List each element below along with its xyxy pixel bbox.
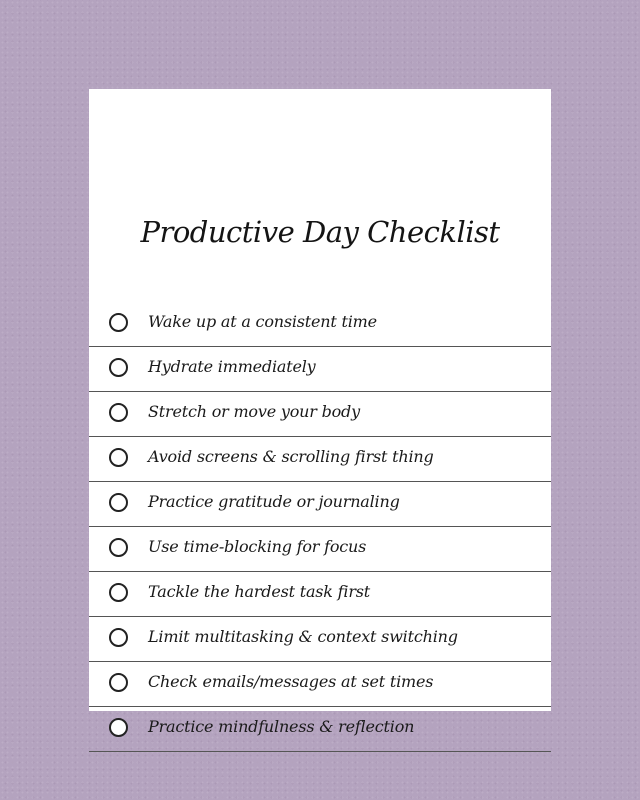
checkbox-circle-icon[interactable] bbox=[109, 493, 128, 512]
checklist-item bbox=[89, 392, 551, 437]
checklist-item bbox=[89, 347, 551, 392]
checklist-item-label: Avoid screens & scrolling first thing bbox=[148, 447, 434, 466]
checklist-item bbox=[89, 437, 551, 482]
checklist-item-label: Practice gratitude or journaling bbox=[148, 492, 400, 511]
checklist-title: Productive Day Checklist bbox=[140, 215, 500, 249]
checklist-item bbox=[89, 572, 551, 617]
checklist-item bbox=[89, 617, 551, 662]
checklist-item bbox=[89, 302, 551, 347]
checkbox-circle-icon[interactable] bbox=[109, 628, 128, 647]
checklist-item-label: Tackle the hardest task first bbox=[148, 582, 371, 601]
checkbox-circle-icon[interactable] bbox=[109, 403, 128, 422]
checklist-item bbox=[89, 707, 551, 752]
checklist-item-label: Check emails/messages at set times bbox=[148, 672, 434, 691]
checklist-item-label: Stretch or move your body bbox=[148, 402, 360, 421]
checklist-item bbox=[89, 527, 551, 572]
checklist-item-label: Use time-blocking for focus bbox=[148, 537, 367, 556]
checkbox-circle-icon[interactable] bbox=[109, 358, 128, 377]
checklist-item-label: Limit multitasking & context switching bbox=[148, 627, 458, 646]
checkbox-circle-icon[interactable] bbox=[109, 448, 128, 467]
checkbox-circle-icon[interactable] bbox=[109, 673, 128, 692]
checkbox-circle-icon[interactable] bbox=[109, 313, 128, 332]
checklist-item bbox=[89, 482, 551, 527]
checklist-items bbox=[89, 302, 551, 752]
checklist-item-label: Hydrate immediately bbox=[148, 357, 316, 376]
checklist-item-label: Practice mindfulness & reflection bbox=[148, 717, 415, 736]
checkbox-circle-icon[interactable] bbox=[109, 583, 128, 602]
checkbox-circle-icon[interactable] bbox=[109, 538, 128, 557]
checkbox-circle-icon[interactable] bbox=[109, 718, 128, 737]
checklist-item bbox=[89, 662, 551, 707]
checklist-item-label: Wake up at a consistent time bbox=[148, 312, 377, 331]
checklist-card bbox=[89, 89, 551, 736]
